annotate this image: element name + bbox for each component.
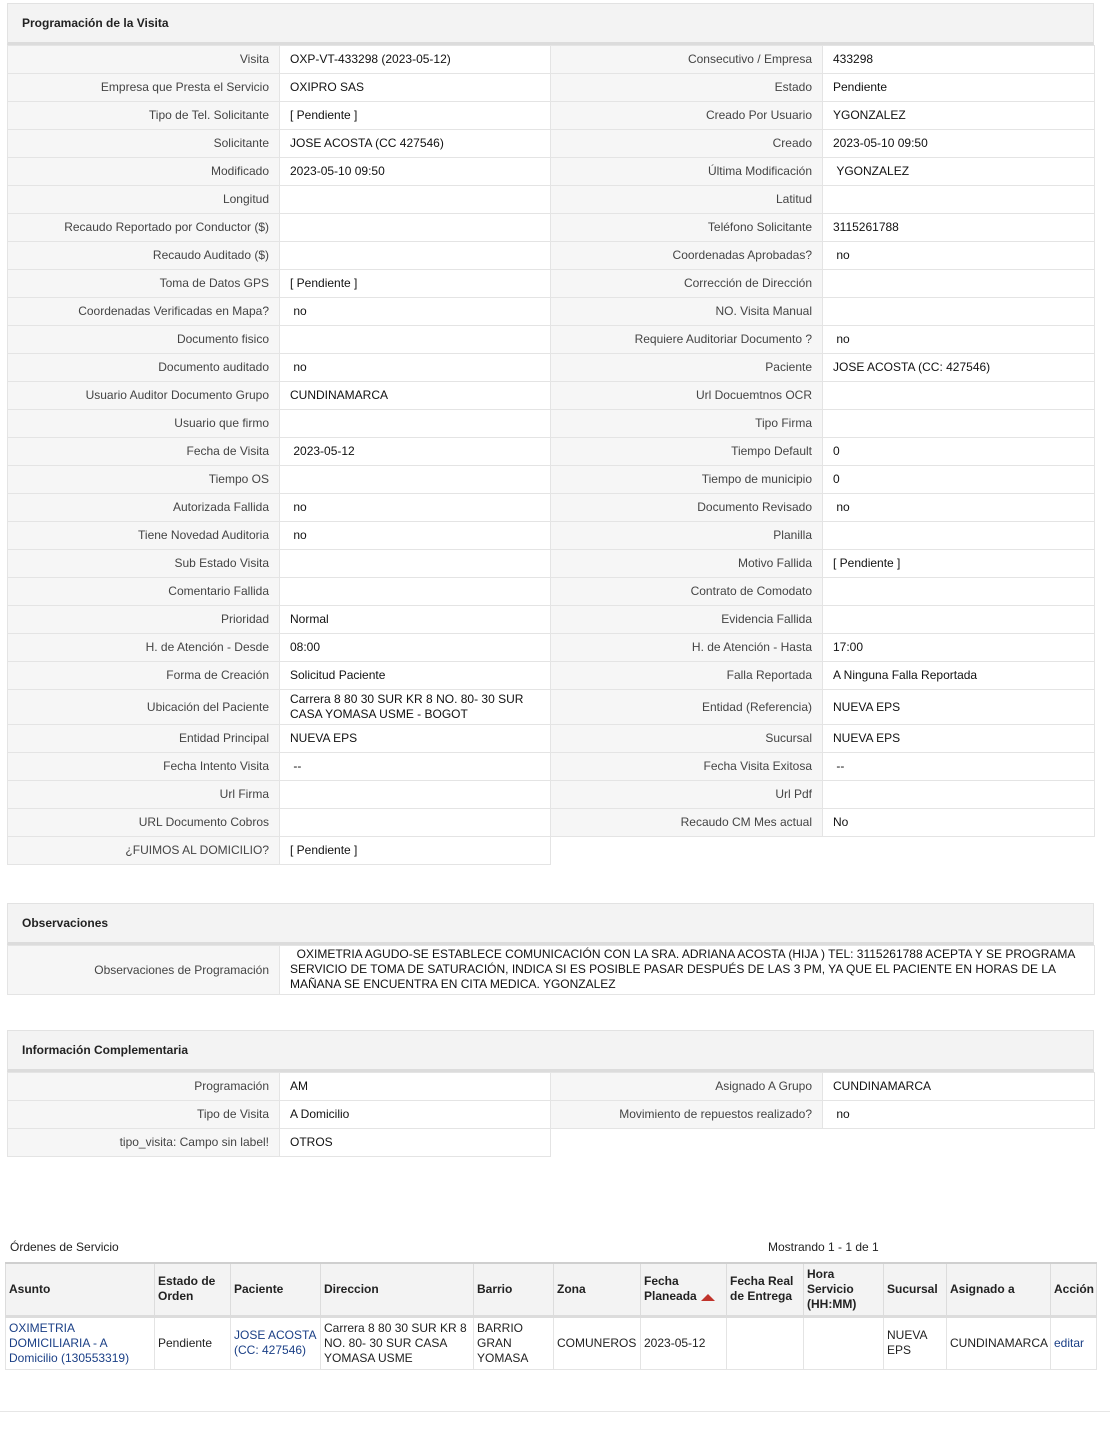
cell-estado: Pendiente <box>155 1316 231 1369</box>
field-row <box>8 74 1095 102</box>
cell-paciente-link[interactable]: JOSE ACOSTA (CC: 427546) <box>231 1316 321 1369</box>
field-value: 0 <box>823 438 1095 466</box>
field-label: Solicitante <box>8 130 280 158</box>
field-label: Recaudo CM Mes actual <box>551 809 823 837</box>
field-label: Última Modificación <box>551 158 823 186</box>
field-label: Fecha Visita Exitosa <box>551 753 823 781</box>
field-label: Fecha de Visita <box>8 438 280 466</box>
field-row <box>8 837 1095 865</box>
col-accion: Acción <box>1051 1263 1097 1316</box>
field-label: Forma de Creación <box>8 662 280 690</box>
sort-ascending-icon[interactable] <box>701 1294 715 1301</box>
observaciones-title: Observaciones <box>7 903 1094 945</box>
field-value: Solicitud Paciente <box>280 662 551 690</box>
field-value: 2023-05-10 09:50 <box>280 158 551 186</box>
field-value: NUEVA EPS <box>823 690 1095 725</box>
field-label: Tipo Firma <box>551 410 823 438</box>
complementaria-title: Información Complementaria <box>7 1030 1094 1072</box>
field-value <box>823 606 1095 634</box>
col-asignado[interactable]: Asignado a <box>947 1263 1051 1316</box>
field-row <box>8 242 1095 270</box>
empty-cell <box>551 837 1095 865</box>
field-label: tipo_visita: Campo sin label! <box>8 1129 280 1157</box>
programacion-title: Programación de la Visita <box>7 3 1094 45</box>
cell-fecha-planeada: 2023-05-12 <box>641 1316 727 1369</box>
field-value: -- <box>280 753 551 781</box>
field-label: Consecutivo / Empresa <box>551 46 823 74</box>
field-value: [ Pendiente ] <box>823 550 1095 578</box>
field-value: [ Pendiente ] <box>280 837 551 865</box>
field-label: Sub Estado Visita <box>8 550 280 578</box>
programacion-panel <box>7 3 1094 865</box>
field-label: H. de Atención - Desde <box>8 634 280 662</box>
cell-asignado: CUNDINAMARCA <box>947 1316 1051 1369</box>
field-label: ¿FUIMOS AL DOMICILIO? <box>8 837 280 865</box>
edit-link[interactable]: editar <box>1051 1316 1097 1369</box>
col-fecha-real[interactable]: Fecha Real de Entrega <box>727 1263 804 1316</box>
field-label: Motivo Fallida <box>551 550 823 578</box>
field-label: Comentario Fallida <box>8 578 280 606</box>
field-label: Tiempo OS <box>8 466 280 494</box>
observaciones-row <box>8 946 1095 995</box>
field-value <box>823 578 1095 606</box>
col-estado[interactable]: Estado de Orden <box>155 1263 231 1316</box>
field-value: A Ninguna Falla Reportada <box>823 662 1095 690</box>
field-label: Creado <box>551 130 823 158</box>
observaciones-value: OXIMETRIA AGUDO-SE ESTABLECE COMUNICACIÓN CON LA SRA. ADRIANA ACOSTA (HIJA ) TEL: 3115261788 ACEPTA Y SE PROGRAMA SERVICIO DE TOMA DE SATURACIÓN, INDICA SI ES POSIBLE PASAR DESPUÉS DE LAS 3 PM, YA QUE EL PACIENTE EN HORAS DE LA MAÑANA SE ENCUENTRA EN CITA MEDICA. YGONZALEZ <box>280 946 1095 995</box>
field-row <box>8 522 1095 550</box>
field-value <box>823 522 1095 550</box>
field-label: Tipo de Tel. Solicitante <box>8 102 280 130</box>
field-value <box>280 326 551 354</box>
col-fecha-planeada[interactable] <box>641 1263 727 1316</box>
field-value <box>280 809 551 837</box>
observaciones-table <box>7 945 1095 995</box>
field-value <box>823 382 1095 410</box>
field-value: -- <box>823 753 1095 781</box>
field-label: Tipo de Visita <box>8 1101 280 1129</box>
field-row <box>8 326 1095 354</box>
field-value: No <box>823 809 1095 837</box>
field-label: Coordenadas Verificadas en Mapa? <box>8 298 280 326</box>
field-label: Movimiento de repuestos realizado? <box>551 1101 823 1129</box>
field-label: Estado <box>551 74 823 102</box>
field-row <box>8 466 1095 494</box>
col-asunto[interactable]: Asunto <box>6 1263 155 1316</box>
field-label: Usuario Auditor Documento Grupo <box>8 382 280 410</box>
field-value <box>280 186 551 214</box>
field-value: Normal <box>280 606 551 634</box>
field-value: no <box>280 494 551 522</box>
field-label: Tiempo Default <box>551 438 823 466</box>
field-label: Visita <box>8 46 280 74</box>
field-label: Url Firma <box>8 781 280 809</box>
field-value: 3115261788 <box>823 214 1095 242</box>
field-value: CUNDINAMARCA <box>280 382 551 410</box>
cell-fecha-real <box>727 1316 804 1369</box>
field-value: [ Pendiente ] <box>280 102 551 130</box>
field-value <box>823 270 1095 298</box>
field-row <box>8 578 1095 606</box>
field-value: AM <box>280 1073 551 1101</box>
field-value: OXP-VT-433298 (2023-05-12) <box>280 46 551 74</box>
field-row <box>8 158 1095 186</box>
col-paciente[interactable]: Paciente <box>231 1263 321 1316</box>
field-label: Toma de Datos GPS <box>8 270 280 298</box>
complementaria-panel <box>7 1030 1094 1157</box>
field-label: Entidad Principal <box>8 725 280 753</box>
field-row <box>8 606 1095 634</box>
col-direccion[interactable]: Direccion <box>321 1263 474 1316</box>
field-value <box>280 214 551 242</box>
field-value: JOSE ACOSTA (CC 427546) <box>280 130 551 158</box>
field-value <box>823 298 1095 326</box>
field-row <box>8 1101 1095 1129</box>
field-label: Documento fisico <box>8 326 280 354</box>
field-row <box>8 354 1095 382</box>
field-label: URL Documento Cobros <box>8 809 280 837</box>
field-row <box>8 46 1095 74</box>
field-value: 0 <box>823 466 1095 494</box>
cell-hora-servicio <box>804 1316 884 1369</box>
field-row <box>8 1073 1095 1101</box>
ordenes-header-row <box>6 1263 1097 1316</box>
field-value <box>823 781 1095 809</box>
ordenes-pagination-count: Mostrando 1 - 1 de 1 <box>768 1240 879 1254</box>
field-row <box>8 186 1095 214</box>
cell-sucursal: NUEVA EPS <box>884 1316 947 1369</box>
field-label: Programación <box>8 1073 280 1101</box>
col-hora-servicio[interactable]: Hora Servicio (HH:MM) <box>804 1263 884 1316</box>
field-label: Recaudo Auditado ($) <box>8 242 280 270</box>
complementaria-table <box>7 1072 1095 1157</box>
field-row <box>8 1129 1095 1157</box>
field-value <box>280 242 551 270</box>
field-value: OTROS <box>280 1129 551 1157</box>
field-value: no <box>823 326 1095 354</box>
field-value: 08:00 <box>280 634 551 662</box>
field-value: OXIPRO SAS <box>280 74 551 102</box>
field-label: Requiere Auditoriar Documento ? <box>551 326 823 354</box>
field-label: Coordenadas Aprobadas? <box>551 242 823 270</box>
field-value: no <box>280 354 551 382</box>
field-row <box>8 753 1095 781</box>
field-row <box>8 550 1095 578</box>
field-value <box>280 781 551 809</box>
field-label: Recaudo Reportado por Conductor ($) <box>8 214 280 242</box>
cell-zona: COMUNEROS <box>554 1316 641 1369</box>
field-label: Documento auditado <box>8 354 280 382</box>
field-row <box>8 382 1095 410</box>
field-value: 2023-05-12 <box>280 438 551 466</box>
cell-direccion: Carrera 8 80 30 SUR KR 8 NO. 80- 30 SUR CASA YOMASA USME <box>321 1316 474 1369</box>
field-value: YGONZALEZ <box>823 102 1095 130</box>
field-value: YGONZALEZ <box>823 158 1095 186</box>
field-value: CUNDINAMARCA <box>823 1073 1095 1101</box>
field-value: Carrera 8 80 30 SUR KR 8 NO. 80- 30 SUR CASA YOMASA USME - BOGOT <box>280 690 551 725</box>
field-label: Falla Reportada <box>551 662 823 690</box>
field-label: Modificado <box>8 158 280 186</box>
field-value <box>823 410 1095 438</box>
field-row <box>8 662 1095 690</box>
field-label: Creado Por Usuario <box>551 102 823 130</box>
field-row <box>8 438 1095 466</box>
field-value: 17:00 <box>823 634 1095 662</box>
field-value: no <box>823 1101 1095 1129</box>
field-row <box>8 410 1095 438</box>
field-value: no <box>280 298 551 326</box>
field-label: Autorizada Fallida <box>8 494 280 522</box>
field-label: H. de Atención - Hasta <box>551 634 823 662</box>
field-row <box>8 102 1095 130</box>
field-value: 433298 <box>823 46 1095 74</box>
field-label: Asignado A Grupo <box>551 1073 823 1101</box>
field-label: Url Pdf <box>551 781 823 809</box>
field-value <box>280 578 551 606</box>
table-row <box>6 1316 1097 1369</box>
field-label: Longitud <box>8 186 280 214</box>
field-value <box>823 186 1095 214</box>
field-row <box>8 214 1095 242</box>
col-fecha-planeada-label: Fecha Planeada <box>644 1274 697 1304</box>
field-label: Tiempo de municipio <box>551 466 823 494</box>
field-label: Sucursal <box>551 725 823 753</box>
field-value <box>280 550 551 578</box>
field-value: JOSE ACOSTA (CC: 427546) <box>823 354 1095 382</box>
empty-cell <box>551 1129 1095 1157</box>
field-label: Paciente <box>551 354 823 382</box>
field-label: Url Docuemtnos OCR <box>551 382 823 410</box>
field-row <box>8 809 1095 837</box>
field-label: Contrato de Comodato <box>551 578 823 606</box>
field-value: Pendiente <box>823 74 1095 102</box>
field-label: Ubicación del Paciente <box>8 690 280 725</box>
col-sucursal[interactable]: Sucursal <box>884 1263 947 1316</box>
programacion-table <box>7 45 1095 865</box>
field-label: Usuario que firmo <box>8 410 280 438</box>
col-zona[interactable]: Zona <box>554 1263 641 1316</box>
field-row <box>8 130 1095 158</box>
observaciones-panel <box>7 903 1094 995</box>
field-row <box>8 725 1095 753</box>
col-barrio[interactable]: Barrio <box>474 1263 554 1316</box>
field-row <box>8 690 1095 725</box>
field-row <box>8 494 1095 522</box>
cell-asunto-link[interactable]: OXIMETRIA DOMICILIARIA - A Domicilio (130553319) <box>6 1316 155 1369</box>
field-value: [ Pendiente ] <box>280 270 551 298</box>
field-value <box>280 410 551 438</box>
field-label: Evidencia Fallida <box>551 606 823 634</box>
field-label: Corrección de Dirección <box>551 270 823 298</box>
field-label: Prioridad <box>8 606 280 634</box>
field-value: NUEVA EPS <box>823 725 1095 753</box>
footer-divider <box>0 1411 1110 1412</box>
field-value: no <box>823 242 1095 270</box>
field-label: Empresa que Presta el Servicio <box>8 74 280 102</box>
field-label: Planilla <box>551 522 823 550</box>
field-label: Tiene Novedad Auditoria <box>8 522 280 550</box>
field-label: Documento Revisado <box>551 494 823 522</box>
field-row <box>8 781 1095 809</box>
observaciones-label: Observaciones de Programación <box>8 946 280 995</box>
field-label: Entidad (Referencia) <box>551 690 823 725</box>
field-row <box>8 298 1095 326</box>
field-row <box>8 270 1095 298</box>
field-value <box>280 466 551 494</box>
field-value: no <box>823 494 1095 522</box>
field-label: NO. Visita Manual <box>551 298 823 326</box>
field-value: NUEVA EPS <box>280 725 551 753</box>
cell-barrio: BARRIO GRAN YOMASA <box>474 1316 554 1369</box>
field-label: Fecha Intento Visita <box>8 753 280 781</box>
ordenes-table <box>5 1262 1097 1370</box>
field-label: Latitud <box>551 186 823 214</box>
field-value: no <box>280 522 551 550</box>
field-row <box>8 634 1095 662</box>
ordenes-title: Órdenes de Servicio <box>10 1240 119 1254</box>
field-value: 2023-05-10 09:50 <box>823 130 1095 158</box>
field-label: Teléfono Solicitante <box>551 214 823 242</box>
field-value: A Domicilio <box>280 1101 551 1129</box>
